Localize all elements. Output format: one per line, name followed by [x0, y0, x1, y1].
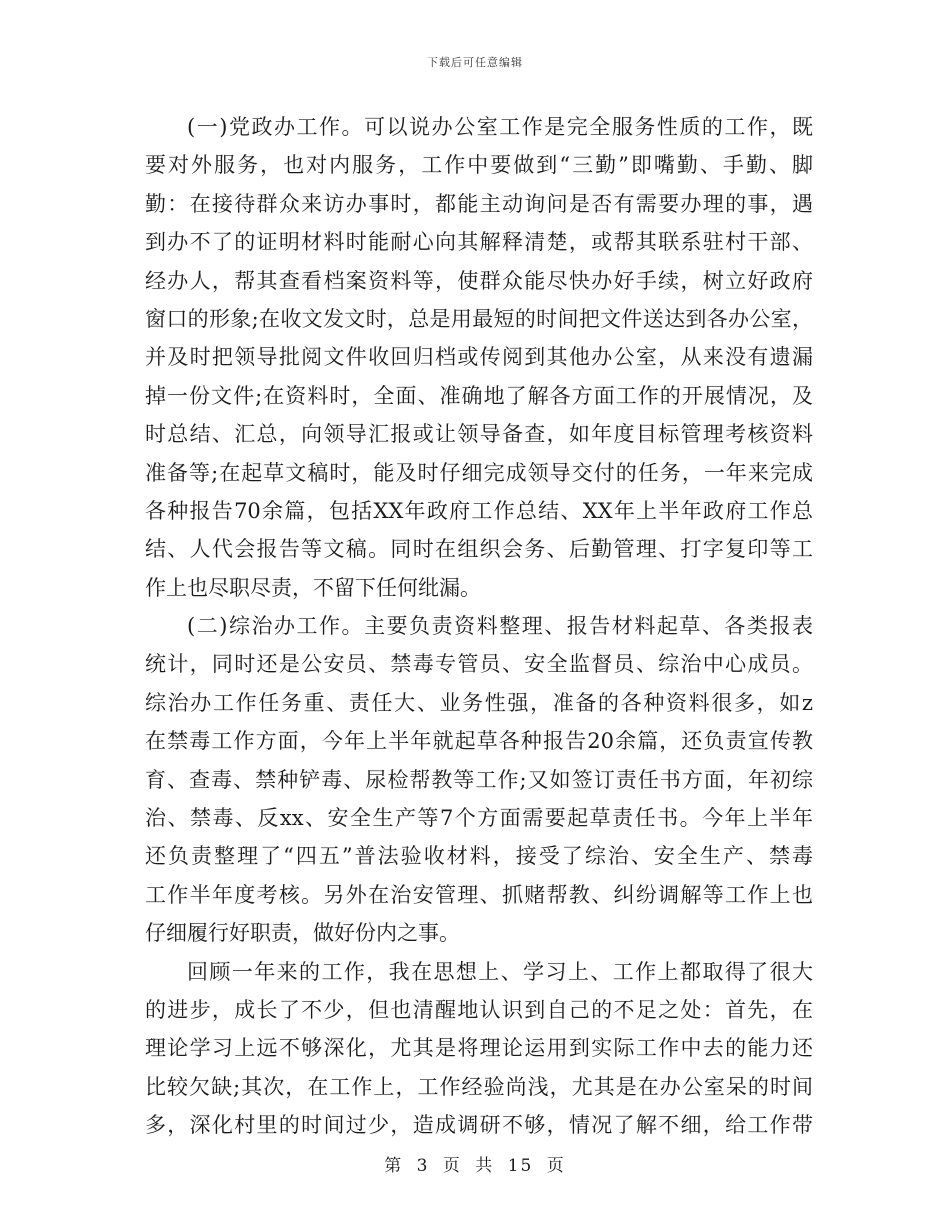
text-line: 经办人，帮其查看档案资料等，使群众能尽快办好手续，树立好政府 [145, 268, 813, 293]
text-line: 比较欠缺;其次，在工作上，工作经验尚浅，尤其是在办公室呆的时间 [145, 1074, 813, 1099]
document-body [145, 108, 813, 1145]
text-line: 综治办工作任务重、责任大、业务性强，准备的各种资料很多，如z [145, 690, 813, 715]
text-line: 到办不了的证明材料时能耐心向其解释清楚，或帮其联系驻村干部、 [145, 230, 813, 255]
text-line: 掉一份文件;在资料时，全面、准确地了解各方面工作的开展情况，及 [145, 383, 813, 408]
text-line: 要对外服务，也对内服务，工作中要做到“三勤”即嘴勤、手勤、脚 [145, 153, 813, 178]
text-line: (二)综治办工作。主要负责资料整理、报告材料起草、各类报表 [187, 614, 813, 639]
text-line: 在禁毒工作方面，今年上半年就起草各种报告20余篇，还负责宣传教 [145, 729, 813, 754]
text-line: 还负责整理了“四五”普法验收材料，接受了综治、安全生产、禁毒 [145, 844, 813, 869]
text-line: 的进步，成长了不少，但也清醒地认识到自己的不足之处：首先，在 [145, 997, 813, 1022]
text-line: 统计，同时还是公安员、禁毒专管员、安全监督员、综治中心成员。 [145, 652, 813, 677]
text-line: 治、禁毒、反xx、安全生产等7个方面需要起草责任书。今年上半年 [145, 806, 813, 831]
text-line: 多，深化村里的时间过少，造成调研不够，情况了解不细，给工作带 [145, 1113, 813, 1138]
text-line: 各种报告70余篇，包括XX年政府工作总结、XX年上半年政府工作总 [145, 498, 813, 523]
paragraph-party-office [145, 108, 813, 607]
header-note: 下载后可任意编辑 [427, 56, 523, 69]
text-line: 理论学习上远不够深化，尤其是将理论运用到实际工作中去的能力还 [145, 1036, 813, 1061]
text-line: 工作半年度考核。另外在治安管理、抓赌帮教、纠纷调解等工作上也 [145, 882, 813, 907]
text-line: 作上也尽职尽责，不留下任何纰漏。 [145, 575, 481, 600]
text-line: (一)党政办工作。可以说办公室工作是完全服务性质的工作，既 [187, 115, 813, 139]
text-line: 育、查毒、禁种铲毒、尿检帮教等工作;又如签订责任书方面，年初综 [145, 767, 813, 792]
paragraph-comprehensive-office [145, 607, 813, 953]
page-number: 第 3 页 共 15 页 [384, 1156, 566, 1176]
text-line: 准备等;在起草文稿时，能及时仔细完成领导交付的任务，一年来完成 [145, 460, 813, 485]
text-line: 仔细履行好职责，做好份内之事。 [145, 921, 460, 946]
text-line: 结、人代会报告等文稿。同时在组织会务、后勤管理、打字复印等工 [145, 537, 813, 562]
text-line: 回顾一年来的工作，我在思想上、学习上、工作上都取得了很大 [187, 959, 813, 984]
text-line: 窗口的形象;在收文发文时，总是用最短的时间把文件送达到各办公室， [145, 306, 813, 331]
paragraph-review [145, 953, 813, 1145]
text-line: 时总结、汇总，向领导汇报或让领导备查，如年度目标管理考核资料 [145, 422, 813, 447]
text-line: 勤：在接待群众来访办事时，都能主动询问是否有需要办理的事，遇 [145, 191, 813, 216]
text-line: 并及时把领导批阅文件收回归档或传阅到其他办公室，从来没有遗漏 [145, 345, 813, 370]
